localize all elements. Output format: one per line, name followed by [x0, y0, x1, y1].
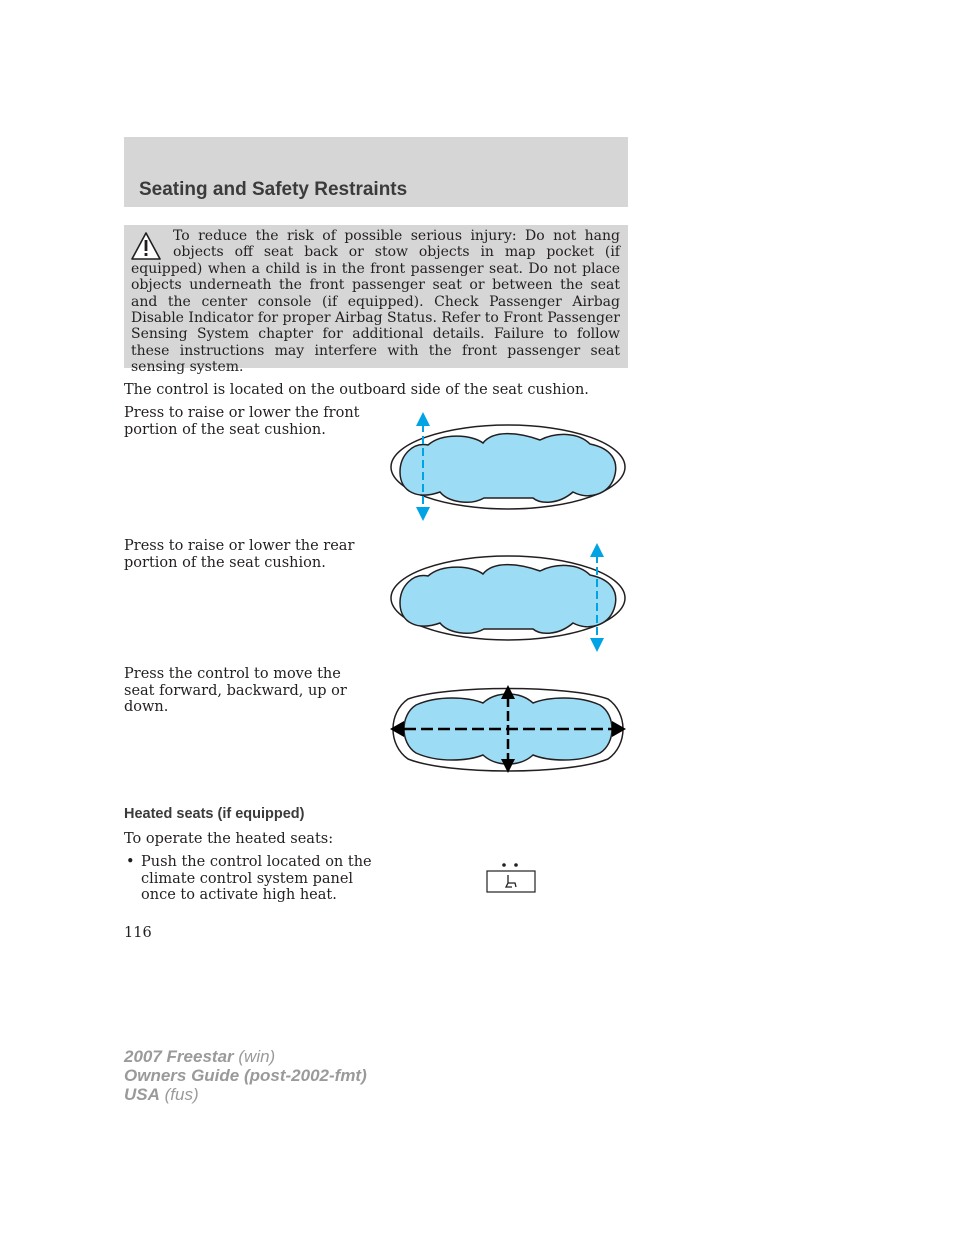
front-cushion-diagram: [388, 410, 628, 525]
warning-box: [124, 225, 628, 376]
seat-control-shape: [400, 434, 616, 503]
section-title: Seating and Safety Restraints: [139, 179, 408, 200]
move-seat-diagram: [388, 683, 628, 775]
rear-arrow-up: [590, 543, 604, 557]
move-seat-text: Press the control to move the seat forward, backward, up or down.: [124, 666, 347, 716]
heated-seats-heading: Heated seats (if equipped): [124, 806, 305, 822]
footer-model-code: (win): [238, 1047, 276, 1066]
heated-seats-bullet-text: Push the control located on the climate control system panel once to activate high heat.: [141, 854, 372, 904]
heated-seats-bullet: [124, 854, 384, 904]
bullet-marker: •: [126, 854, 135, 870]
seat-control-shape: [400, 565, 616, 634]
document-footer: [124, 1047, 367, 1104]
control-location-text: The control is located on the outboard side of the seat cushion.: [124, 382, 589, 398]
heated-seats-intro: To operate the heated seats:: [124, 831, 334, 847]
rear-cushion-diagram: [388, 541, 628, 656]
footer-model: 2007 Freestar: [124, 1047, 234, 1066]
footer-market: USA: [124, 1085, 160, 1104]
warning-text: To reduce the risk of possible serious injury: Do not hang objects off seat back or stow objects in map pocket (if equipped) when a child is in the front passenger seat. Do not place objects underneath the front passenger seat or between the seat and the center console (if equipped). Check Passenger Airbag Disable Indicator for proper Airbag Status. Refer to Front Passenger Sensing System chapter for additional details. Failure to follow these instructions may interfere with the front passenger seat sensing system.: [131, 228, 620, 376]
page-number: 116: [124, 925, 152, 941]
front-arrow-down: [416, 507, 430, 521]
front-cushion-text: Press to raise or lower the front portion of the seat cushion.: [124, 405, 360, 438]
footer-guide: Owners Guide (post-2002-fmt): [124, 1066, 367, 1085]
rear-cushion-text: Press to raise or lower the rear portion of the seat cushion.: [124, 538, 355, 571]
footer-market-code: (fus): [164, 1085, 199, 1104]
section-header: [124, 137, 628, 207]
heated-seat-button-icon: [486, 862, 536, 894]
front-arrow-up: [416, 412, 430, 426]
rear-arrow-down: [590, 638, 604, 652]
